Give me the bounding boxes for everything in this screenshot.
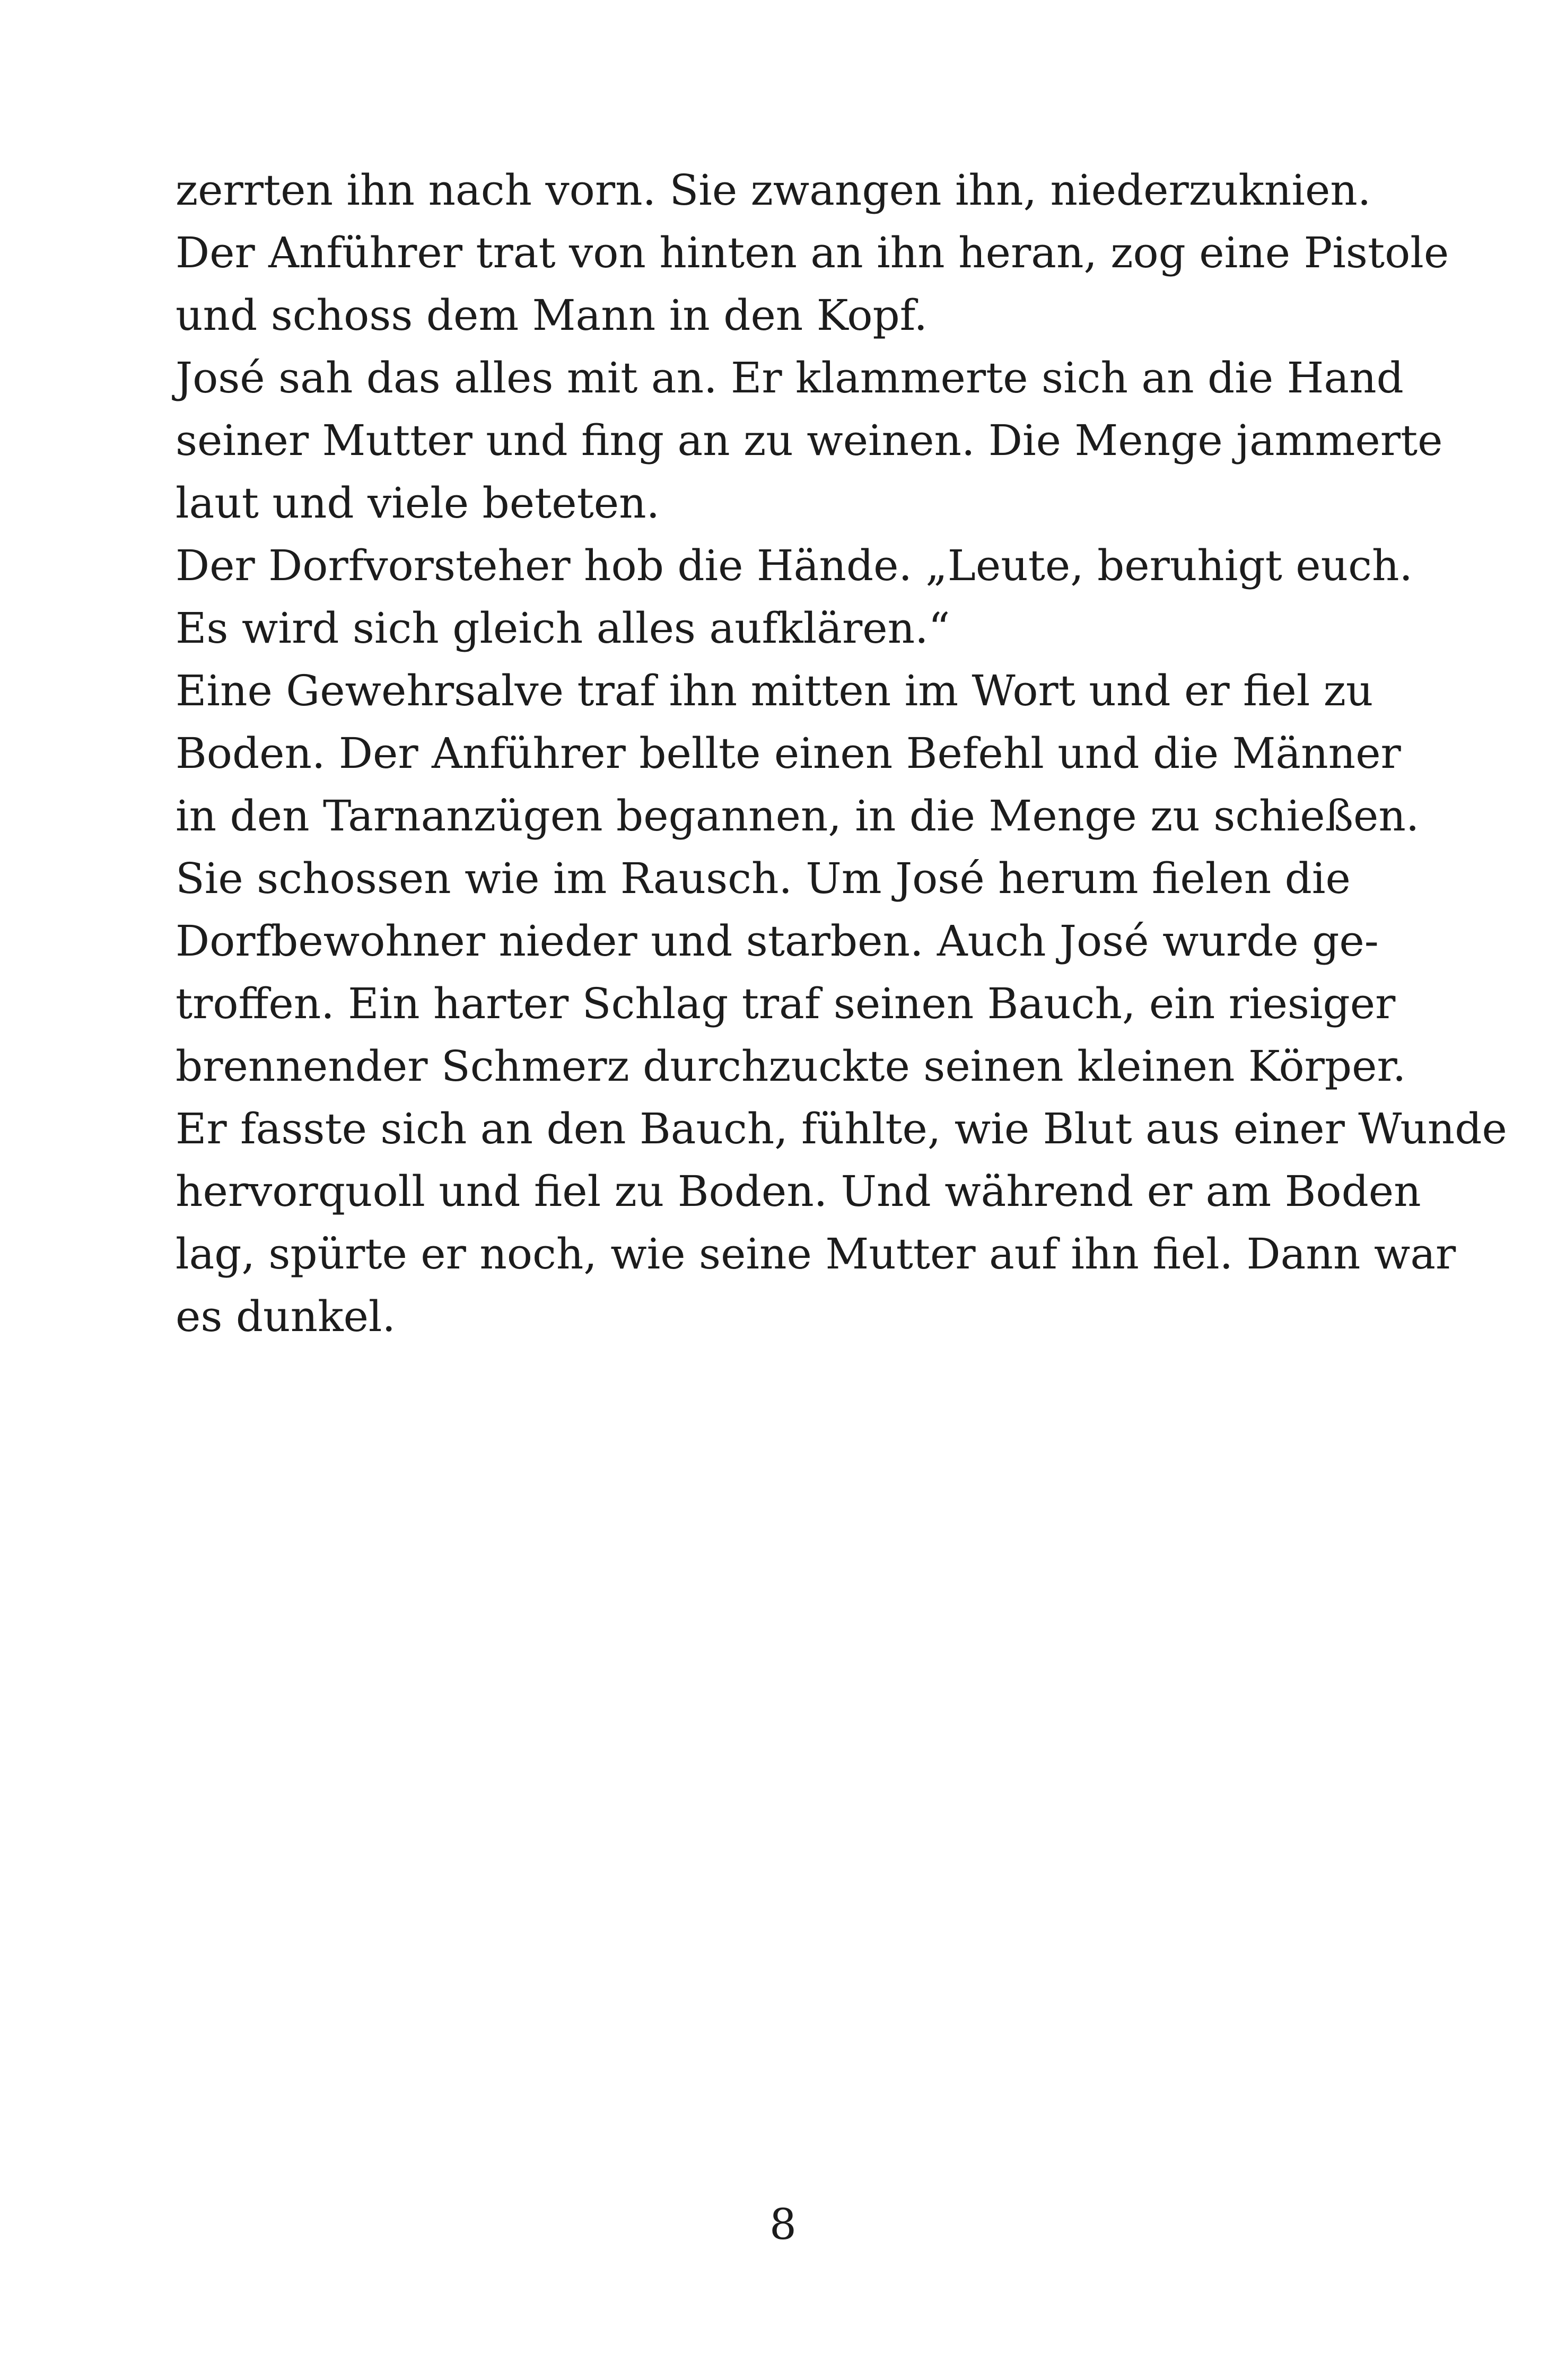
text-line: troffen. Ein harter Schlag traf seinen Bauch, ein riesiger	[176, 979, 1396, 1028]
page-number: 8	[769, 2200, 797, 2249]
text-line: Eine Gewehrsalve traf ihn mitten im Wort und er fiel zu	[176, 666, 1373, 715]
text-line: hervorquoll und fiel zu Boden. Und während er am Boden	[176, 1167, 1421, 1216]
text-line: es dunkel.	[176, 1292, 396, 1341]
text-line: Er fasste sich an den Bauch, fühlte, wie Blut aus einer Wunde	[176, 1104, 1507, 1153]
text-line: in den Tarnanzügen begannen, in die Menge zu schießen.	[176, 791, 1420, 841]
text-line: Der Dorfvorsteher hob die Hände. „Leute, beruhigt euch.	[176, 541, 1413, 590]
text-line: Der Anführer trat von hinten an ihn heran, zog eine Pistole	[176, 228, 1449, 277]
body-text	[176, 159, 1507, 1348]
text-line: Sie schossen wie im Rausch. Um José herum fielen die	[176, 854, 1351, 903]
text-line: lag, spürte er noch, wie seine Mutter auf ihn fiel. Dann war	[176, 1229, 1456, 1279]
text-line: Es wird sich gleich alles aufklären.“	[176, 603, 950, 653]
text-line: José sah das alles mit an. Er klammerte sich an die Hand	[176, 353, 1404, 402]
text-line: Dorfbewohner nieder und starben. Auch José wurde ge-	[176, 916, 1379, 966]
text-line: seiner Mutter und fing an zu weinen. Die Menge jammerte	[176, 416, 1443, 465]
text-line: und schoss dem Mann in den Kopf.	[176, 291, 928, 340]
text-line: brennender Schmerz durchzuckte seinen kleinen Körper.	[176, 1042, 1406, 1091]
text-line: laut und viele beteten.	[176, 478, 660, 528]
text-line: Boden. Der Anführer bellte einen Befehl und die Männer	[176, 729, 1401, 778]
text-line: zerrten ihn nach vorn. Sie zwangen ihn, niederzuknien.	[176, 165, 1371, 215]
